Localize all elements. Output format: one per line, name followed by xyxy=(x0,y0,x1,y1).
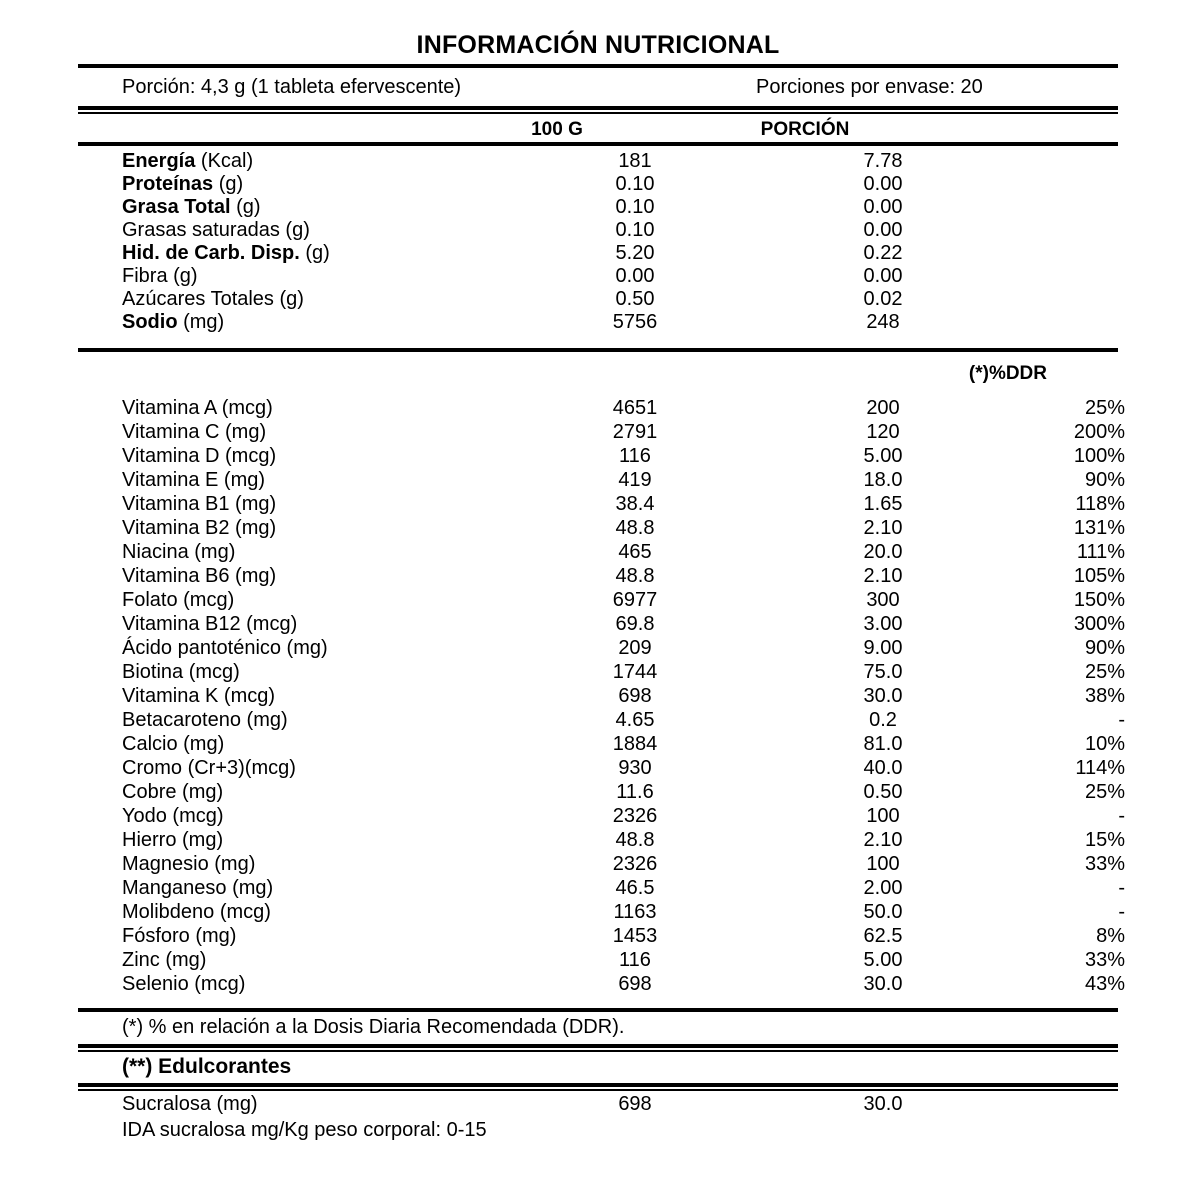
value-100g: 0.50 xyxy=(615,288,655,310)
nutrient-name: Manganeso (mg) xyxy=(122,877,274,899)
value-100g: 116 xyxy=(619,949,651,971)
value-portion: 2.10 xyxy=(863,829,903,851)
value-portion: 0.2 xyxy=(869,709,897,731)
value-portion: 75.0 xyxy=(863,661,903,683)
nutrient-name: Hierro (mg) xyxy=(122,829,224,851)
divider-under-columns xyxy=(78,142,1118,146)
value-portion: 81.0 xyxy=(863,733,903,755)
table-row xyxy=(78,150,1118,173)
value-portion: 2.10 xyxy=(863,517,903,539)
value-portion: 0.00 xyxy=(863,173,903,195)
nutrient-name: Vitamina B1 (mg) xyxy=(122,493,277,515)
value-portion: 0.00 xyxy=(863,265,903,287)
nutrient-name: Betacaroteno (mg) xyxy=(122,709,288,731)
value-100g: 0.10 xyxy=(615,219,655,241)
nutrient-name: Grasas saturadas (g) xyxy=(122,219,310,241)
value-portion: 18.0 xyxy=(863,469,903,491)
nutrient-name: Vitamina A (mcg) xyxy=(122,397,273,419)
value-portion: 20.0 xyxy=(863,541,903,563)
value-ddr: 8% xyxy=(1096,925,1125,947)
value-100g: 48.8 xyxy=(615,829,655,851)
divider-above-sweeteners xyxy=(78,1044,1118,1048)
value-100g: 209 xyxy=(618,637,652,659)
column-header-ddr: (*)%DDR xyxy=(968,363,1047,384)
value-portion: 30.0 xyxy=(863,973,903,995)
nutrient-name: Azúcares Totales (g) xyxy=(122,288,304,310)
divider-below-sweeteners-heading xyxy=(78,1083,1118,1087)
nutrient-name: Cromo (Cr+3)(mcg) xyxy=(122,757,296,779)
value-100g: 698 xyxy=(618,1093,652,1115)
table-row xyxy=(78,219,1118,242)
value-ddr: 105% xyxy=(1073,565,1125,587)
value-ddr: 100% xyxy=(1073,445,1125,467)
ddr-footnote: (*) % en relación a la Dosis Diaria Recomendada (DDR). xyxy=(122,1016,625,1038)
table-row xyxy=(78,196,1118,219)
value-100g: 48.8 xyxy=(615,517,655,539)
table-row xyxy=(78,265,1118,288)
value-ddr: - xyxy=(1118,901,1125,923)
value-100g: 1884 xyxy=(612,733,658,755)
column-header-row xyxy=(0,117,1200,143)
table-row xyxy=(78,397,1125,420)
nutrient-name: Sucralosa (mg) xyxy=(122,1093,258,1115)
table-row xyxy=(78,541,1125,564)
value-100g: 419 xyxy=(618,469,652,491)
nutrient-name: Proteínas (g) xyxy=(122,173,244,195)
table-row xyxy=(78,853,1125,876)
table-row xyxy=(78,517,1125,540)
value-portion: 9.00 xyxy=(863,637,903,659)
value-100g: 5.20 xyxy=(615,242,655,264)
value-100g: 181 xyxy=(618,150,652,172)
nutrient-name: Molibdeno (mcg) xyxy=(122,901,271,923)
value-100g: 46.5 xyxy=(615,877,655,899)
table-row xyxy=(78,565,1125,588)
value-portion: 30.0 xyxy=(863,1093,903,1115)
value-ddr: 118% xyxy=(1075,493,1125,515)
value-portion: 248 xyxy=(866,311,900,333)
value-ddr: 300% xyxy=(1073,613,1125,635)
value-ddr: 33% xyxy=(1084,949,1125,971)
value-ddr: 33% xyxy=(1084,853,1125,875)
table-row xyxy=(78,613,1125,636)
serving-info-row xyxy=(78,72,1118,102)
table-row xyxy=(78,925,1125,948)
value-100g: 116 xyxy=(619,445,651,467)
nutrient-name: Vitamina B2 (mg) xyxy=(122,517,277,539)
table-row xyxy=(78,733,1125,756)
value-100g: 2326 xyxy=(612,853,658,875)
value-100g: 4.65 xyxy=(615,709,655,731)
value-portion: 2.10 xyxy=(863,565,903,587)
nutrient-name: Fósforo (mg) xyxy=(122,925,237,947)
value-100g: 38.4 xyxy=(615,493,655,515)
value-portion: 0.50 xyxy=(863,781,903,803)
table-row xyxy=(78,173,1118,196)
table-row xyxy=(78,877,1125,900)
divider-under-serving xyxy=(78,106,1118,110)
value-portion: 0.22 xyxy=(863,242,903,264)
nutrient-name: Zinc (mg) xyxy=(122,949,207,971)
value-portion: 30.0 xyxy=(863,685,903,707)
serving-size: Porción: 4,3 g (1 tableta efervescente) xyxy=(122,76,462,98)
value-ddr: 90% xyxy=(1084,637,1125,659)
value-100g: 0.10 xyxy=(615,173,655,195)
nutrient-name: Vitamina B12 (mcg) xyxy=(122,613,298,635)
value-ddr: - xyxy=(1118,877,1125,899)
table-row xyxy=(78,1093,1118,1116)
value-portion: 40.0 xyxy=(863,757,903,779)
table-row xyxy=(78,805,1125,828)
value-ddr: 131% xyxy=(1073,517,1125,539)
nutrient-name: Vitamina B6 (mg) xyxy=(122,565,277,587)
nutrient-name: Yodo (mcg) xyxy=(122,805,224,827)
nutrient-name: Vitamina C (mg) xyxy=(122,421,267,443)
nutrient-name: Biotina (mcg) xyxy=(122,661,240,683)
nutrient-name: Cobre (mg) xyxy=(122,781,224,803)
value-100g: 698 xyxy=(618,973,652,995)
nutrient-name: Ácido pantoténico (mg) xyxy=(122,637,328,659)
nutrient-name: Folato (mcg) xyxy=(122,589,235,611)
value-100g: 2791 xyxy=(612,421,658,443)
value-ddr: 25% xyxy=(1084,781,1125,803)
column-header-100g: 100 G xyxy=(531,119,583,140)
value-portion: 5.00 xyxy=(863,445,903,467)
column-header-portion: PORCIÓN xyxy=(760,119,850,140)
table-row xyxy=(78,421,1125,444)
nutrient-name: Grasa Total (g) xyxy=(122,196,261,218)
value-portion: 5.00 xyxy=(863,949,903,971)
value-ddr: 111% xyxy=(1076,541,1125,563)
value-100g: 69.8 xyxy=(615,613,655,635)
value-100g: 1163 xyxy=(613,901,657,923)
divider-under-macros xyxy=(78,348,1118,352)
nutrient-name: Energía (Kcal) xyxy=(122,150,254,172)
value-portion: 3.00 xyxy=(863,613,903,635)
value-portion: 0.00 xyxy=(863,219,903,241)
value-portion: 0.02 xyxy=(863,288,903,310)
value-100g: 0.00 xyxy=(615,265,655,287)
nutrient-name: Calcio (mg) xyxy=(122,733,225,755)
value-portion: 50.0 xyxy=(863,901,903,923)
value-portion: 7.78 xyxy=(863,150,903,172)
page-title: INFORMACIÓN NUTRICIONAL xyxy=(416,31,780,59)
value-100g: 4651 xyxy=(612,397,658,419)
table-row xyxy=(78,949,1125,972)
nutrient-name: Vitamina D (mcg) xyxy=(122,445,277,467)
value-portion: 300 xyxy=(866,589,900,611)
value-100g: 1744 xyxy=(612,661,658,683)
table-row xyxy=(78,589,1125,612)
table-row xyxy=(78,242,1118,265)
value-100g: 1453 xyxy=(612,925,658,947)
value-portion: 100 xyxy=(866,853,900,875)
value-ddr: 90% xyxy=(1084,469,1125,491)
value-portion: 1.65 xyxy=(863,493,903,515)
table-row xyxy=(78,469,1125,492)
servings-per-container: Porciones por envase: 20 xyxy=(756,76,983,98)
divider-under-title xyxy=(78,64,1118,68)
value-ddr: 10% xyxy=(1084,733,1125,755)
table-row xyxy=(78,445,1125,468)
value-100g: 11.6 xyxy=(616,781,654,803)
value-100g: 930 xyxy=(618,757,652,779)
value-ddr: 15% xyxy=(1084,829,1125,851)
nutrient-name: Hid. de Carb. Disp. (g) xyxy=(122,242,330,264)
value-ddr: 43% xyxy=(1084,973,1125,995)
nutrient-name: Niacina (mg) xyxy=(122,541,236,563)
value-ddr: 114% xyxy=(1075,757,1125,779)
value-ddr: 25% xyxy=(1084,661,1125,683)
table-row xyxy=(78,311,1118,334)
value-portion: 2.00 xyxy=(863,877,903,899)
ida-footnote: IDA sucralosa mg/Kg peso corporal: 0-15 xyxy=(122,1119,487,1141)
value-100g: 2326 xyxy=(612,805,658,827)
value-portion: 0.00 xyxy=(863,196,903,218)
divider-under-micros xyxy=(78,1008,1118,1012)
value-100g: 0.10 xyxy=(615,196,655,218)
value-100g: 6977 xyxy=(612,589,658,611)
value-ddr: 25% xyxy=(1084,397,1125,419)
value-100g: 48.8 xyxy=(615,565,655,587)
table-row xyxy=(78,829,1125,852)
value-portion: 100 xyxy=(866,805,900,827)
value-100g: 465 xyxy=(618,541,652,563)
table-row xyxy=(78,637,1125,660)
value-portion: 62.5 xyxy=(863,925,903,947)
nutrient-name: Vitamina E (mg) xyxy=(122,469,266,491)
nutrient-name: Vitamina K (mcg) xyxy=(122,685,276,707)
value-100g: 698 xyxy=(618,685,652,707)
table-row xyxy=(78,493,1125,516)
nutrient-name: Magnesio (mg) xyxy=(122,853,256,875)
nutrient-name: Sodio (mg) xyxy=(122,311,225,333)
value-ddr: 200% xyxy=(1073,421,1125,443)
table-row xyxy=(78,685,1125,708)
table-row xyxy=(78,709,1125,732)
table-row xyxy=(78,973,1125,996)
value-ddr: - xyxy=(1118,709,1125,731)
sweeteners-heading: (**) Edulcorantes xyxy=(122,1055,292,1078)
table-row xyxy=(78,757,1125,780)
table-row xyxy=(78,288,1118,311)
table-row xyxy=(78,901,1125,924)
nutrient-name: Fibra (g) xyxy=(122,265,198,287)
nutrient-name: Selenio (mcg) xyxy=(122,973,246,995)
value-portion: 200 xyxy=(866,397,900,419)
table-row xyxy=(78,781,1125,804)
table-row xyxy=(78,661,1125,684)
value-ddr: 150% xyxy=(1073,589,1125,611)
value-portion: 120 xyxy=(866,421,900,443)
value-ddr: 38% xyxy=(1084,685,1125,707)
value-100g: 5756 xyxy=(612,311,658,333)
value-ddr: - xyxy=(1118,805,1125,827)
